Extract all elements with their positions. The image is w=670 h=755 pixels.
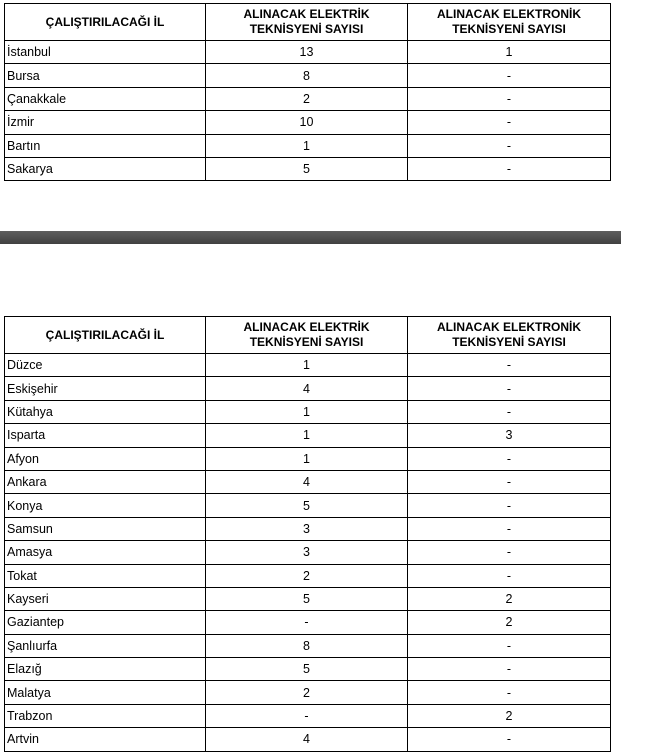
electric-count-cell: 1 bbox=[206, 400, 408, 423]
staffing-table-2 bbox=[4, 316, 611, 752]
electronic-count-cell: 2 bbox=[408, 587, 611, 610]
city-cell: Trabzon bbox=[5, 704, 206, 727]
electric-count-cell: 8 bbox=[206, 64, 408, 87]
electric-count-cell: 4 bbox=[206, 470, 408, 493]
city-cell: Şanlıurfa bbox=[5, 634, 206, 657]
city-cell: Sakarya bbox=[5, 157, 206, 180]
city-cell: Düzce bbox=[5, 354, 206, 377]
city-cell: Konya bbox=[5, 494, 206, 517]
electric-count-cell: 5 bbox=[206, 494, 408, 517]
table-row bbox=[5, 400, 611, 423]
city-cell: Bartın bbox=[5, 134, 206, 157]
table-row bbox=[5, 157, 611, 180]
electronic-count-cell: - bbox=[408, 111, 611, 134]
table-row bbox=[5, 634, 611, 657]
electronic-count-cell: - bbox=[408, 564, 611, 587]
electric-count-cell: 8 bbox=[206, 634, 408, 657]
electronic-count-cell: - bbox=[408, 658, 611, 681]
electric-count-cell: 4 bbox=[206, 377, 408, 400]
electronic-count-cell: - bbox=[408, 681, 611, 704]
electronic-count-cell: 3 bbox=[408, 424, 611, 447]
table-row bbox=[5, 377, 611, 400]
electric-count-cell: 2 bbox=[206, 564, 408, 587]
city-cell: Elazığ bbox=[5, 658, 206, 681]
table-body bbox=[5, 354, 611, 752]
city-cell: Samsun bbox=[5, 517, 206, 540]
table-body bbox=[5, 41, 611, 181]
electric-count-cell: 2 bbox=[206, 87, 408, 110]
table-row bbox=[5, 517, 611, 540]
header-row bbox=[5, 4, 611, 41]
city-cell: Tokat bbox=[5, 564, 206, 587]
table-row bbox=[5, 728, 611, 751]
electric-count-cell: 10 bbox=[206, 111, 408, 134]
electronic-count-cell: 1 bbox=[408, 41, 611, 64]
header-electronic: ALINACAK ELEKTRONİK TEKNİSYENİ SAYISI bbox=[408, 317, 611, 354]
electronic-count-cell: 2 bbox=[408, 704, 611, 727]
header-electric: ALINACAK ELEKTRİK TEKNİSYENİ SAYISI bbox=[206, 317, 408, 354]
city-cell: Eskişehir bbox=[5, 377, 206, 400]
table-row bbox=[5, 470, 611, 493]
table-row bbox=[5, 658, 611, 681]
table-row bbox=[5, 64, 611, 87]
table-row bbox=[5, 87, 611, 110]
electronic-count-cell: - bbox=[408, 134, 611, 157]
electronic-count-cell: 2 bbox=[408, 611, 611, 634]
table-row bbox=[5, 541, 611, 564]
section-divider bbox=[0, 231, 621, 244]
table-row bbox=[5, 134, 611, 157]
electric-count-cell: 4 bbox=[206, 728, 408, 751]
electric-count-cell: - bbox=[206, 611, 408, 634]
city-cell: Ankara bbox=[5, 470, 206, 493]
header-electronic: ALINACAK ELEKTRONİK TEKNİSYENİ SAYISI bbox=[408, 4, 611, 41]
table-row bbox=[5, 611, 611, 634]
city-cell: İstanbul bbox=[5, 41, 206, 64]
header-city: ÇALIŞTIRILACAĞI İL bbox=[5, 4, 206, 41]
table-row bbox=[5, 41, 611, 64]
electronic-count-cell: - bbox=[408, 400, 611, 423]
electronic-count-cell: - bbox=[408, 354, 611, 377]
electric-count-cell: 3 bbox=[206, 541, 408, 564]
electronic-count-cell: - bbox=[408, 447, 611, 470]
city-cell: Çanakkale bbox=[5, 87, 206, 110]
city-cell: Bursa bbox=[5, 64, 206, 87]
header-electric: ALINACAK ELEKTRİK TEKNİSYENİ SAYISI bbox=[206, 4, 408, 41]
table-row bbox=[5, 681, 611, 704]
table-row bbox=[5, 587, 611, 610]
city-cell: Afyon bbox=[5, 447, 206, 470]
city-cell: Gaziantep bbox=[5, 611, 206, 634]
electric-count-cell: 3 bbox=[206, 517, 408, 540]
city-cell: Malatya bbox=[5, 681, 206, 704]
city-cell: İzmir bbox=[5, 111, 206, 134]
city-cell: Kütahya bbox=[5, 400, 206, 423]
electric-count-cell: 1 bbox=[206, 134, 408, 157]
electric-count-cell: 1 bbox=[206, 354, 408, 377]
electronic-count-cell: - bbox=[408, 157, 611, 180]
electric-count-cell: 2 bbox=[206, 681, 408, 704]
electric-count-cell: 1 bbox=[206, 424, 408, 447]
electric-count-cell: - bbox=[206, 704, 408, 727]
city-cell: Artvin bbox=[5, 728, 206, 751]
table-row bbox=[5, 111, 611, 134]
electronic-count-cell: - bbox=[408, 64, 611, 87]
table-row bbox=[5, 704, 611, 727]
electronic-count-cell: - bbox=[408, 494, 611, 517]
city-cell: Amasya bbox=[5, 541, 206, 564]
electric-count-cell: 5 bbox=[206, 658, 408, 681]
table-row bbox=[5, 354, 611, 377]
city-cell: Isparta bbox=[5, 424, 206, 447]
electronic-count-cell: - bbox=[408, 728, 611, 751]
table-row bbox=[5, 564, 611, 587]
electric-count-cell: 5 bbox=[206, 587, 408, 610]
electronic-count-cell: - bbox=[408, 470, 611, 493]
city-cell: Kayseri bbox=[5, 587, 206, 610]
electronic-count-cell: - bbox=[408, 541, 611, 564]
electric-count-cell: 13 bbox=[206, 41, 408, 64]
electronic-count-cell: - bbox=[408, 87, 611, 110]
header-row bbox=[5, 317, 611, 354]
staffing-table-1 bbox=[4, 3, 611, 181]
electric-count-cell: 1 bbox=[206, 447, 408, 470]
electric-count-cell: 5 bbox=[206, 157, 408, 180]
electronic-count-cell: - bbox=[408, 517, 611, 540]
electronic-count-cell: - bbox=[408, 634, 611, 657]
table-row bbox=[5, 424, 611, 447]
electronic-count-cell: - bbox=[408, 377, 611, 400]
table-row bbox=[5, 447, 611, 470]
header-city: ÇALIŞTIRILACAĞI İL bbox=[5, 317, 206, 354]
table-row bbox=[5, 494, 611, 517]
